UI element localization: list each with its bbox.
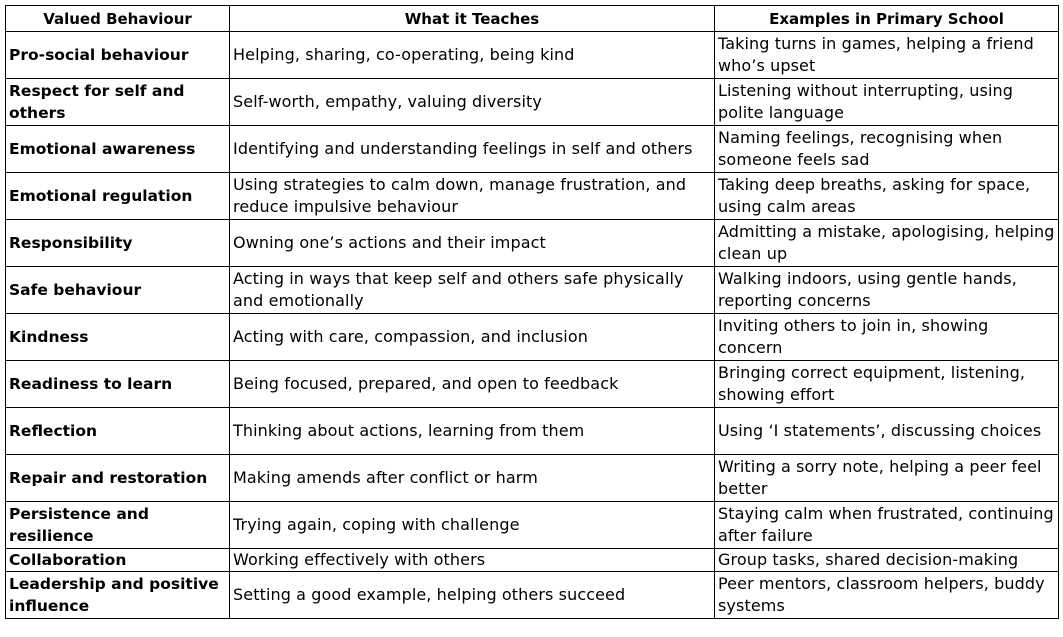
examples-cell: Taking turns in games, helping a friend who’s upset <box>715 32 1059 79</box>
teaches-cell: Self-worth, empathy, valuing diversity <box>230 79 715 126</box>
teaches-cell: Owning one’s actions and their impact <box>230 220 715 267</box>
table-row <box>6 455 1059 502</box>
valued-behaviours-table <box>5 5 1059 619</box>
behaviour-cell: Reflection <box>6 408 230 455</box>
teaches-cell: Helping, sharing, co-operating, being kind <box>230 32 715 79</box>
table-row <box>6 173 1059 220</box>
teaches-cell: Trying again, coping with challenge <box>230 502 715 549</box>
examples-cell: Walking indoors, using gentle hands, reporting concerns <box>715 267 1059 314</box>
table-row <box>6 361 1059 408</box>
table-row <box>6 267 1059 314</box>
teaches-cell: Making amends after conflict or harm <box>230 455 715 502</box>
examples-cell: Staying calm when frustrated, continuing after failure <box>715 502 1059 549</box>
behaviour-cell: Emotional regulation <box>6 173 230 220</box>
behaviour-cell: Repair and restoration <box>6 455 230 502</box>
behaviour-cell: Pro-social behaviour <box>6 32 230 79</box>
examples-cell: Bringing correct equipment, listening, showing effort <box>715 361 1059 408</box>
examples-cell: Naming feelings, recognising when someone feels sad <box>715 126 1059 173</box>
behaviour-cell: Emotional awareness <box>6 126 230 173</box>
table-row <box>6 502 1059 549</box>
teaches-cell: Being focused, prepared, and open to feedback <box>230 361 715 408</box>
examples-cell: Writing a sorry note, helping a peer feel better <box>715 455 1059 502</box>
behaviour-cell: Persistence and resilience <box>6 502 230 549</box>
teaches-cell: Using strategies to calm down, manage frustration, and reduce impulsive behaviour <box>230 173 715 220</box>
teaches-cell: Acting with care, compassion, and inclusion <box>230 314 715 361</box>
header-examples: Examples in Primary School <box>715 6 1059 32</box>
behaviour-cell: Collaboration <box>6 549 230 572</box>
examples-cell: Peer mentors, classroom helpers, buddy systems <box>715 572 1059 619</box>
behaviour-cell: Respect for self and others <box>6 79 230 126</box>
header-row <box>6 6 1059 32</box>
table-row <box>6 126 1059 173</box>
teaches-cell: Identifying and understanding feelings in self and others <box>230 126 715 173</box>
teaches-cell: Setting a good example, helping others succeed <box>230 572 715 619</box>
examples-cell: Using ‘I statements’, discussing choices <box>715 408 1059 455</box>
behaviour-cell: Readiness to learn <box>6 361 230 408</box>
table-row <box>6 314 1059 361</box>
behaviour-cell: Leadership and positive influence <box>6 572 230 619</box>
teaches-cell: Working effectively with others <box>230 549 715 572</box>
examples-cell: Inviting others to join in, showing concern <box>715 314 1059 361</box>
table-row <box>6 79 1059 126</box>
table-row <box>6 220 1059 267</box>
header-valued-behaviour: Valued Behaviour <box>6 6 230 32</box>
examples-cell: Taking deep breaths, asking for space, using calm areas <box>715 173 1059 220</box>
table-row <box>6 549 1059 572</box>
examples-cell: Group tasks, shared decision-making <box>715 549 1059 572</box>
table-row <box>6 32 1059 79</box>
examples-cell: Listening without interrupting, using polite language <box>715 79 1059 126</box>
examples-cell: Admitting a mistake, apologising, helping clean up <box>715 220 1059 267</box>
teaches-cell: Acting in ways that keep self and others safe physically and emotionally <box>230 267 715 314</box>
table-row <box>6 408 1059 455</box>
behaviour-cell: Safe behaviour <box>6 267 230 314</box>
table-row <box>6 572 1059 619</box>
teaches-cell: Thinking about actions, learning from them <box>230 408 715 455</box>
header-what-it-teaches: What it Teaches <box>230 6 715 32</box>
behaviour-cell: Kindness <box>6 314 230 361</box>
behaviour-cell: Responsibility <box>6 220 230 267</box>
